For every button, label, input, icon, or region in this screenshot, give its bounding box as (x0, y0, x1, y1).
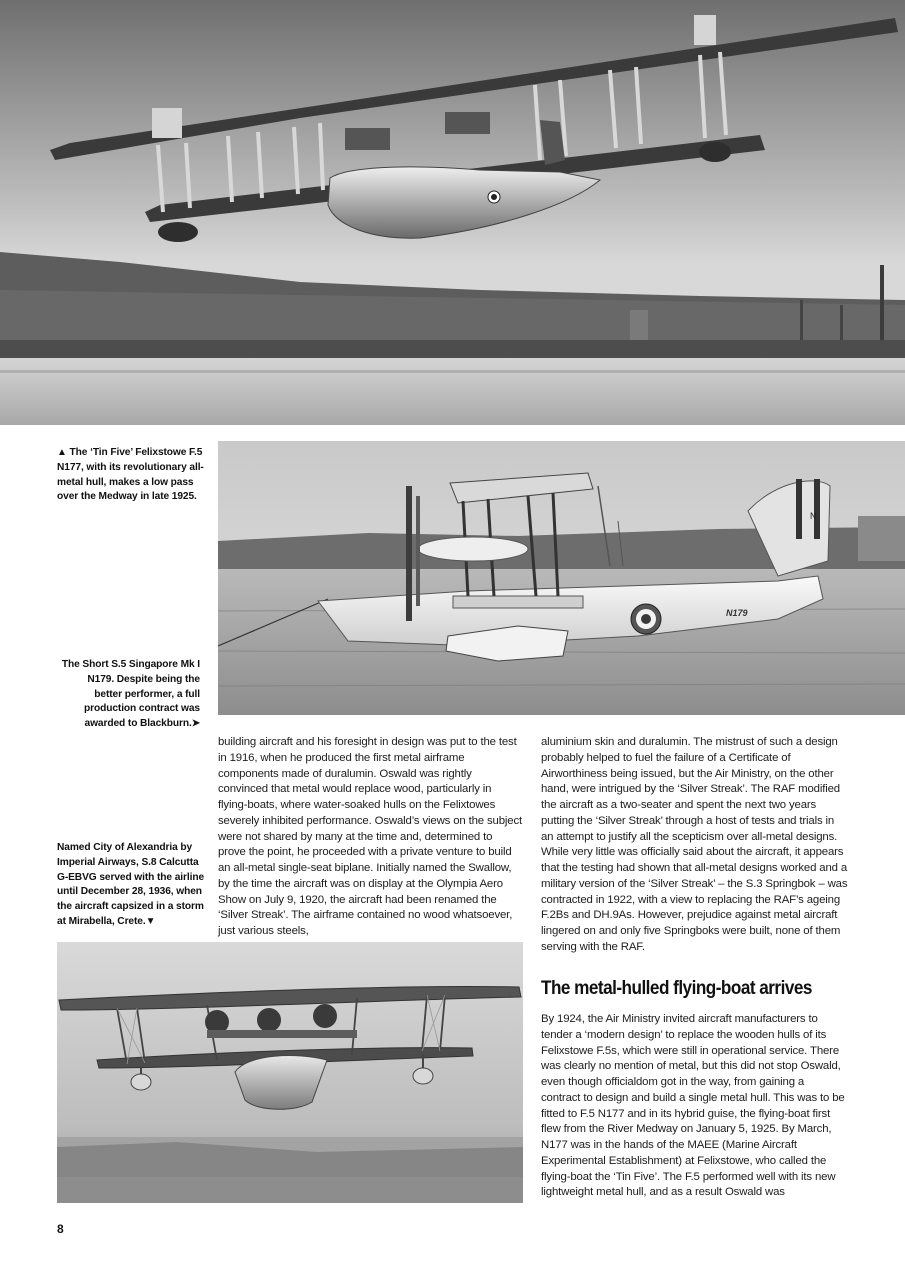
photo-felixstowe-f5-in-flight (0, 0, 905, 425)
photo-short-singapore-n179 (218, 441, 905, 715)
photo-calcutta-g-ebvg (57, 942, 523, 1203)
fin-letter: N (810, 511, 817, 521)
aircraft-serial: N179 (726, 608, 748, 618)
caption-short-singapore: The Short S.5 Singapore Mk I N179. Despite being the better performer, a full production contract was awarded to Blackburn.➤ (61, 659, 200, 730)
body-column-1: building aircraft and his foresight in design was put to the test in 1916, when he produced the first metal airframe components made of duralumin. Oswald was rightly convinced that metal would replace wood, particularly in flying-boats, where water-soaked hulls on the Felixtowes severely inhibited performance. Oswald’s views on the subject were not shared by many at the time and, determined to prove the point, he proceeded with a private venture to build an all-metal single-seat biplane. Initially named the Swallow, by the time the aircraft was on display at the Olympia Aero Show on July 9, 1920, the aircraft had been renamed the ‘Silver Streak’. The airframe contained no wood whatsoever, just various steels, (218, 736, 523, 937)
caption-felixstowe-f5: ▲ The ‘Tin Five’ Felixstowe F.5 N177, with its revolutionary all-metal hull, makes a low pass over the Medway in late 1925. (57, 447, 204, 503)
page-number: 8 (57, 1222, 64, 1236)
down-arrow-icon: ▼ (145, 915, 156, 927)
right-arrow-icon: ➤ (191, 718, 200, 730)
section-heading: The metal-hulled flying-boat arrives (541, 977, 812, 999)
body-column-2: aluminium skin and duralumin. The mistrust of such a design probably helped to fuel the failure of a Certificate of Airworthiness being issued, but the Air Ministry, on the other hand, were intrigued by the ‘Silver Streak’. The RAF modified the aircraft as a two-seater and spent the next two years putting the ‘Silver Streak’ through a host of tests and trials in an attempt to justify all the scepticism over all-metal designs. While very little was officially said about the aircraft, it appears that the testing had shown that all-metal designs worked and a military version of the ‘Silver Streak’ – the S.3 Springbok – was contracted in 1922, with a view to replacing the RAF’s ageing F.2Bs and DH.9As. However, prejudice against metal aircraft lingered on and only five Springboks were built, none of them serving with the RAF. (541, 736, 848, 953)
up-arrow-icon: ▲ (57, 447, 67, 458)
body-column-3: By 1924, the Air Ministry invited aircraft manufacturers to tender a ‘modern design’ to replace the wooden hulls of its Felixstowe F.5s, which were still in operational service. There was clearly no mention of metal, but this did not stop Oswald, even though officialdom got in the way, from gaining a contract to design and build a single metal hull. This was to be fitted to F.5 N177 and in its hybrid guise, the flying-boat first flew from the River Medway on January 5, 1925. By March, N177 was in the hands of the MAEE (Marine Aircraft Experimental Establishment) at Felixstowe, who called the flying-boat the ‘Tin Five’. The F.5 performed well with its new lightweight metal hull, and as a result Oswald was (541, 1013, 845, 1199)
caption-calcutta: Named City of Alexandria by Imperial Airways, S.8 Calcutta G-EBVG served with the airline until December 28, 1936, when the aircraft capsized in a storm at Mirabella, Crete.▼ (57, 842, 205, 927)
